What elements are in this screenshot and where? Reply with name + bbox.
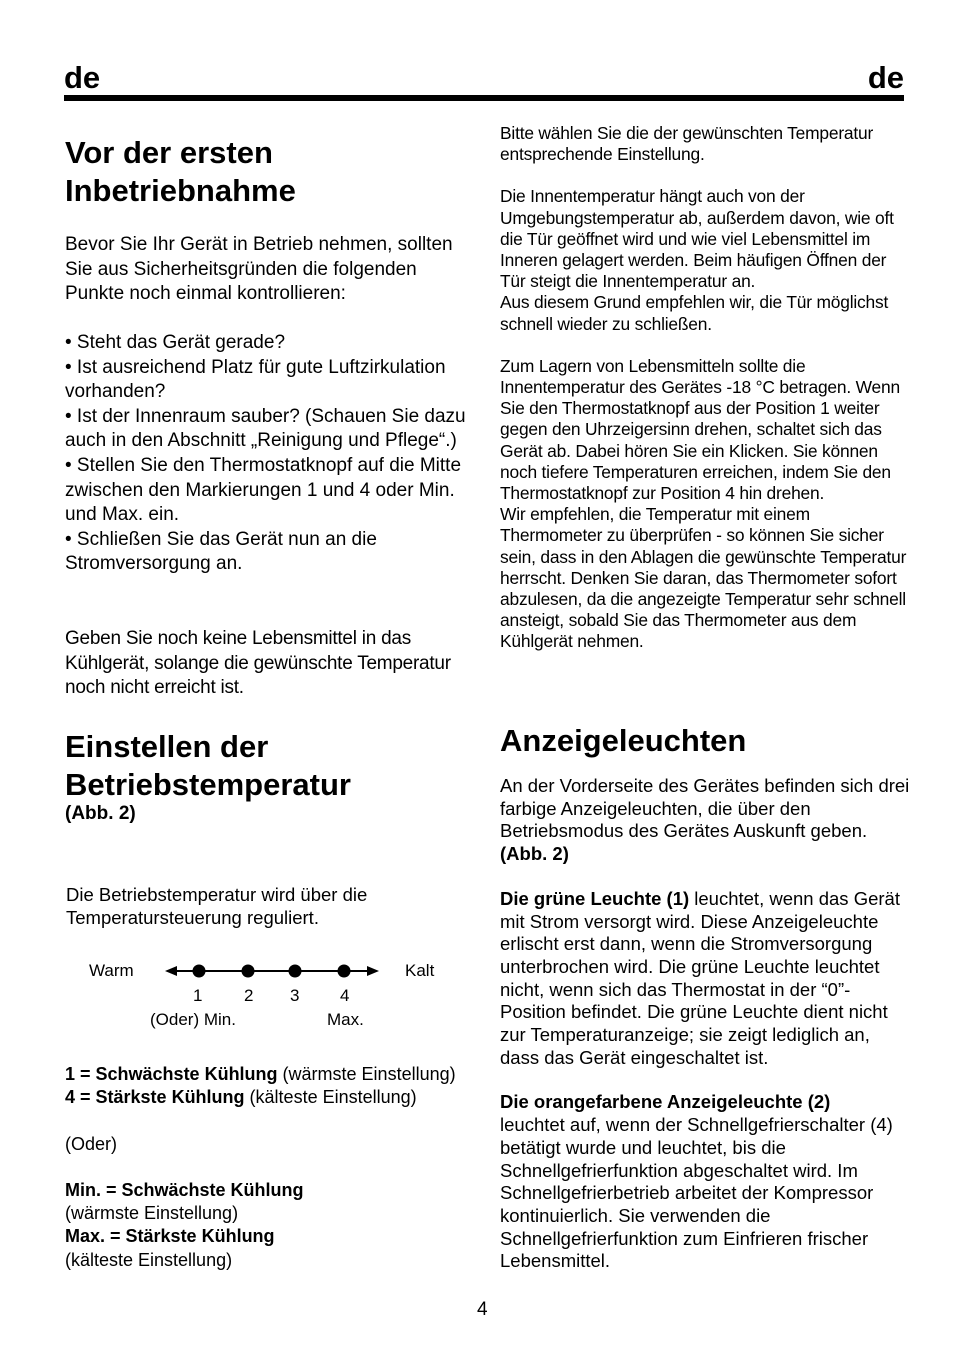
or-line: (Oder) [65, 1133, 118, 1154]
section-title-first-use [65, 134, 296, 210]
header-left-lang: de [64, 60, 101, 95]
scale-number: 2 [244, 986, 254, 1005]
legend-key: 4 = Stärkste Kühlung [65, 1087, 245, 1108]
paragraph: Aus diesem Grund empfehlen wir, die Tür möglichst schnell wieder zu schließen. [500, 292, 889, 334]
green-light-paragraph [500, 888, 912, 1070]
list-item: • Steht das Gerät gerade? [65, 332, 286, 353]
temperature-paragraph: Die Betriebstemperatur wird über die Temperatursteuerung reguliert. [66, 884, 368, 928]
list-item: • Ist ausreichend Platz für gute Luftzirkulation vorhanden? [65, 356, 446, 403]
scale-dot [242, 965, 255, 978]
scale-number: 4 [340, 986, 350, 1005]
scale-number: 3 [290, 986, 300, 1005]
scale-dot [338, 965, 351, 978]
figure-reference: (Abb. 2) [500, 843, 569, 865]
paragraph: Bitte wählen Sie die der gewünschten Temperatur entsprechende Einstellung. [500, 123, 874, 165]
orange-light-label: Die orangefarbene Anzeigeleuchte (2) [500, 1091, 831, 1113]
green-light-text: leuchtet, wenn das Gerät mit Strom versorgt wird. Diese Anzeigeleuchte erlischt erst dann, wenn die Stromversorgung unterbrochen wird. Die grüne Leuchte leuchtet nicht, wenn sich das Thermostat in der “0”-Position befindet. Die grüne Leuchte dient nicht zur Temperaturanzeige; sie zeigt lediglich an, dass das Gerät eingeschaltet ist. [500, 887, 900, 1068]
cold-label: Kalt [405, 961, 435, 980]
list-item: • Schließen Sie das Gerät nun an die Stromversorgung an. [65, 528, 377, 575]
legend-line [65, 1086, 485, 1109]
legend-value: (kälteste Einstellung) [244, 1087, 417, 1108]
title-line: Einstellen der [65, 729, 269, 764]
title-line: Vor der ersten [65, 135, 273, 170]
legend-key: 1 = Schwächste Kühlung [65, 1064, 278, 1084]
scale-number: 1 [193, 986, 203, 1005]
paragraph: Wir empfehlen, die Temperatur mit einem Thermometer zu überprüfen - so können Sie sicher sein, dass in den Ablagen die gewünschte Temperatur herrscht. Denken Sie daran, das Thermometer sofort abzulesen, da die angezeigte Temperatur sehr schnell ansteigt, sobald Sie das Thermometer aus dem Kühlgerät nehmen. [500, 504, 907, 652]
green-light-label: Die grüne Leuchte (1) [500, 887, 690, 909]
section-title-indicators: Anzeigeleuchten [500, 723, 747, 758]
legend-line [65, 1063, 485, 1086]
checklist [65, 331, 477, 577]
header-right-lang: de [867, 60, 904, 95]
scale-max-label: Max. [327, 1010, 364, 1029]
legend-value: (wärmste Einstellung) [277, 1064, 456, 1084]
note-paragraph: Geben Sie noch keine Lebensmittel in das Kühlgerät, solange die gewünschte Temperatur noch nicht erreicht ist. [65, 628, 451, 699]
legend-value: (wärmste Einstellung) [65, 1203, 239, 1224]
scale-min-label: (Oder) Min. [150, 1010, 236, 1029]
legend-key: Min. = Schwächste Kühlung [65, 1179, 304, 1200]
paragraph: Zum Lagern von Lebensmitteln sollte die Innentemperatur des Gerätes -18 °C betragen. Wenn Sie den Thermostatknopf aus der Position 1 weiter gegen den Uhrzeigersinn drehen, schaltet sich das Gerät ab. Dabei hören Sie ein Klicken. Sie können noch tiefere Temperaturen erreichen, indem Sie den Thermostatknopf zur Position 4 hin drehen. [500, 355, 900, 504]
title-line: Betriebstemperatur [65, 767, 351, 802]
temperature-scale [65, 955, 475, 1035]
header-rule [64, 95, 904, 101]
paragraph: An der Vorderseite des Gerätes befinden sich drei farbige Anzeigeleuchten, die über den Betriebsmodus des Gerätes Auskunft geben. [500, 775, 910, 842]
scale-dot [193, 965, 206, 978]
scale-dot [289, 965, 302, 978]
right-text-block [500, 123, 912, 653]
legend-key: Max. = Stärkste Kühlung [65, 1226, 275, 1247]
title-line: Inbetriebnahme [65, 173, 296, 208]
warm-label: Warm [89, 961, 134, 980]
list-item: • Stellen Sie den Thermostatknopf auf die Mitte zwischen den Markierungen 1 und 4 oder Min. und Max. ein. [65, 454, 462, 526]
legend-value: (kälteste Einstellung) [65, 1249, 233, 1270]
page-number: 4 [477, 1299, 488, 1320]
section-title-temperature [65, 728, 351, 804]
legend-block [65, 1063, 485, 1272]
scale-arrow-graphic [165, 961, 380, 981]
figure-reference: (Abb. 2) [65, 803, 136, 824]
list-item: • Ist der Innenraum sauber? (Schauen Sie dazu auch in den Abschnitt „Reinigung und Pflege“.) [65, 405, 466, 452]
paragraph: Die Innentemperatur hängt auch von der Umgebungstemperatur ab, außerdem davon, wie oft die Tür geöffnet wird und wie viel Lebensmittel im Inneren gelagert werden. Beim häufigen Öffnen der Tür steigt die Innentemperatur an. [500, 186, 894, 292]
indicators-block [500, 775, 912, 1273]
orange-light-text: leuchtet auf, wenn der Schnellgefrierschalter (4) betätigt wurde und leuchtet, bis die Schnellgefrierfunktion abgeschaltet wird. Im Schnellgefrierbetrieb arbeitet der Kompressor kontinuierlich. Sie verwenden die Schnellgefrierfunktion zum Einfrieren frischer Lebensmittel. [500, 1114, 893, 1272]
intro-paragraph: Bevor Sie Ihr Gerät in Betrieb nehmen, sollten Sie aus Sicherheitsgründen die folgenden Punkte noch einmal kontrollieren: [65, 234, 453, 305]
